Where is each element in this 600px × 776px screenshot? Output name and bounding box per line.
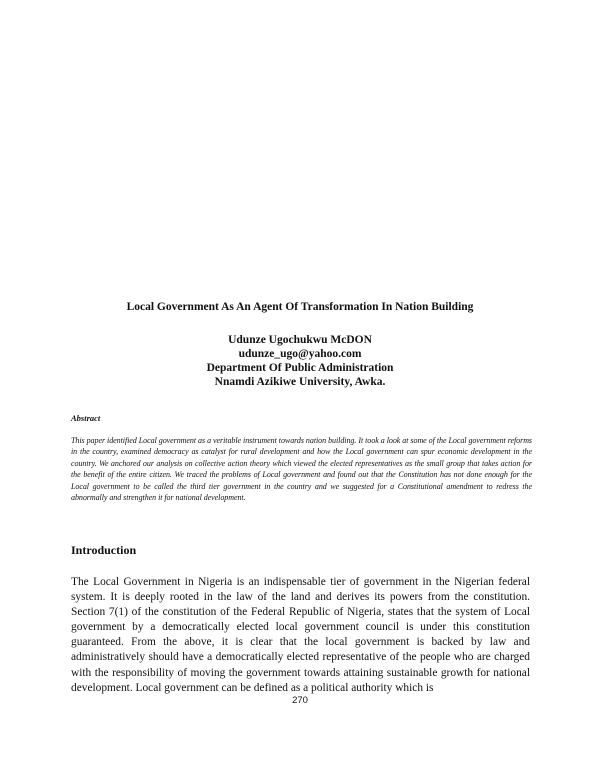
abstract-heading: Abstract — [71, 413, 101, 423]
author-block — [0, 333, 600, 389]
author-email: udunze_ugo@yahoo.com — [238, 348, 362, 360]
introduction-heading: Introduction — [71, 543, 137, 557]
page-number: 270 — [292, 695, 308, 706]
author-department: Department Of Public Administration — [206, 362, 394, 374]
abstract-text: This paper identified Local government as a veritable instrument towards nation building. It took a look at some of the Local government reforms in the country, examined democracy as catalyst for rural development and how the Local government can spur economic development in the country. We anchored our analysis on collective action theory which viewed the elected representatives as the small group that takes action for the benefit of the entire citizen. We traced the problems of Local government and found out that the Constitution has not done enough for the Local government to be called the third tier government in the country and we suggested for a Constitutional amendment to redress the abnormally and strengthen it for national development. — [71, 436, 532, 503]
introduction-text: The Local Government in Nigeria is an indispensable tier of government in the Nigerian federal system. It is deeply rooted in the law of the land and derives its powers from the constitution. Section 7(1) of the constitution of the Federal Republic of Nigeria, states that the system of Local government by a democratically elected local government council is under this constitution guaranteed. From the above, it is clear that the local government is backed by law and administratively should have a democratically elected representative of the people who are charged with the responsibility of moving the government towards attaining sustainable growth for national development. Local government can be defined as a political authority which is — [71, 576, 530, 694]
author-name: Udunze Ugochukwu McDON — [228, 334, 372, 346]
paper-title: Local Government As An Agent Of Transformation In Nation Building — [126, 301, 474, 313]
author-institution: Nnamdi Azikiwe University, Awka. — [214, 376, 386, 388]
